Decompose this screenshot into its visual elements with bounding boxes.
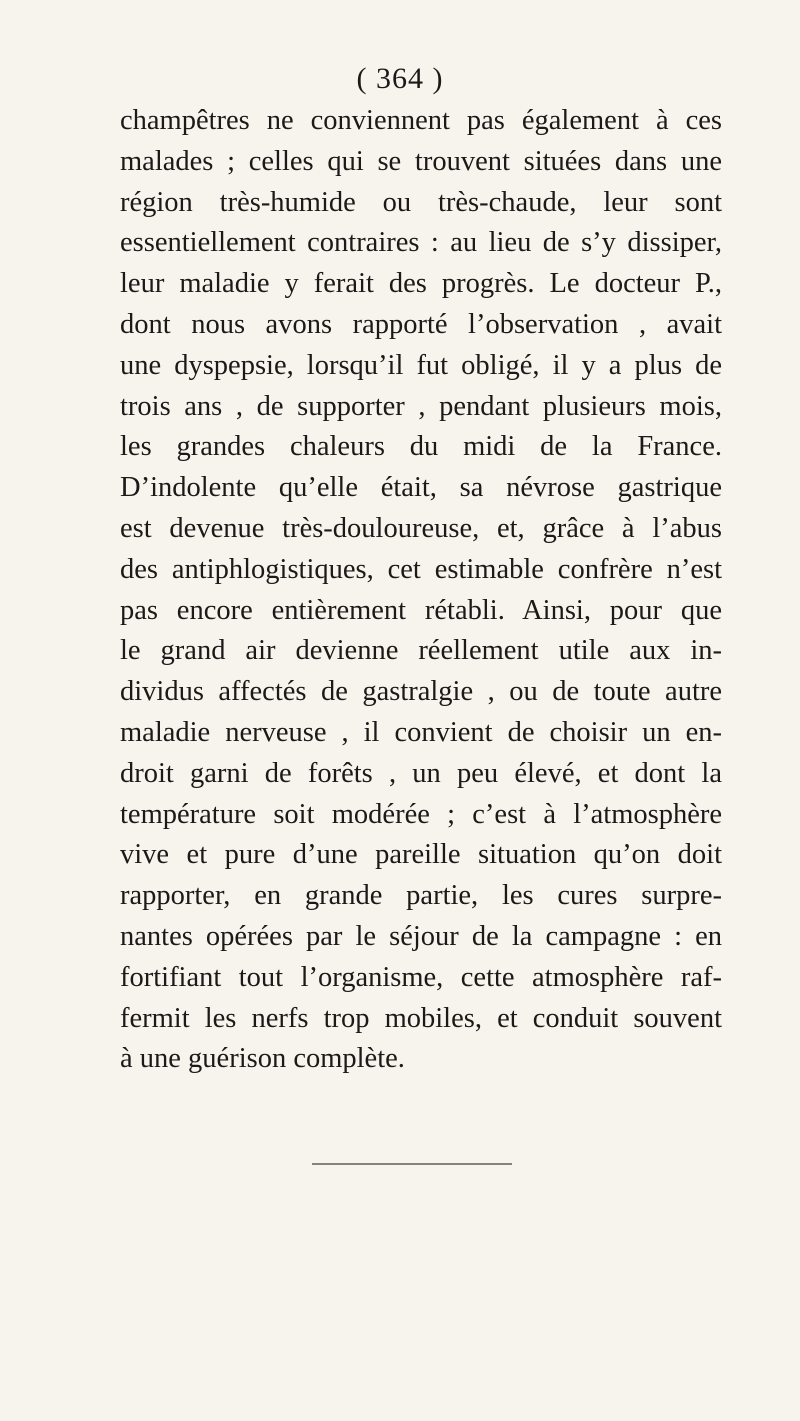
text-line: des antiphlogistiques, cet estimable confrère n’est [120, 553, 722, 585]
text-line: pas encore entièrement rétabli. Ainsi, pour que [120, 594, 722, 626]
text-line: essentiellement contraires : au lieu de s’y dissiper, [120, 227, 722, 259]
text-line: dividus affectés de gastralgie , ou de toute autre [120, 676, 722, 708]
text-line: D’indolente qu’elle était, sa névrose gastrique [120, 472, 722, 504]
text-line: dont nous avons rapporté l’observation , avait [120, 308, 722, 340]
text-line: fortifiant tout l’organisme, cette atmosphère raf- [120, 961, 722, 993]
text-line: vive et pure d’une pareille situation qu’on doit [120, 839, 722, 871]
text-line: région très-humide ou très-chaude, leur sont [120, 186, 722, 218]
text-line: température soit modérée ; c’est à l’atmosphère [120, 798, 722, 830]
text-line: malades ; celles qui se trouvent situées dans une [120, 145, 722, 177]
text-line: une dyspepsie, lorsqu’il fut obligé, il y a plus de [120, 349, 722, 381]
text-line: rapporter, en grande partie, les cures surpre- [120, 880, 722, 912]
section-divider [312, 1163, 512, 1165]
text-line-last: à une guérison complète. [120, 1043, 405, 1075]
text-line: les grandes chaleurs du midi de la France. [120, 431, 722, 463]
text-line: nantes opérées par le séjour de la campagne : en [120, 920, 722, 952]
page-number: ( 364 ) [356, 62, 444, 95]
text-line: le grand air devienne réellement utile aux in- [120, 635, 722, 667]
text-line: droit garni de forêts , un peu élevé, et dont la [120, 757, 722, 789]
text-line: maladie nerveuse , il convient de choisir un en- [120, 716, 722, 748]
text-line: champêtres ne conviennent pas également à ces [120, 105, 722, 136]
text-line: est devenue très-douloureuse, et, grâce à l’abus [120, 512, 722, 544]
text-line: trois ans , de supporter , pendant plusieurs mois, [120, 390, 722, 422]
body-text [120, 101, 722, 1080]
text-line: leur maladie y ferait des progrès. Le docteur P., [120, 268, 722, 300]
text-line: fermit les nerfs trop mobiles, et conduit souvent [120, 1002, 722, 1034]
